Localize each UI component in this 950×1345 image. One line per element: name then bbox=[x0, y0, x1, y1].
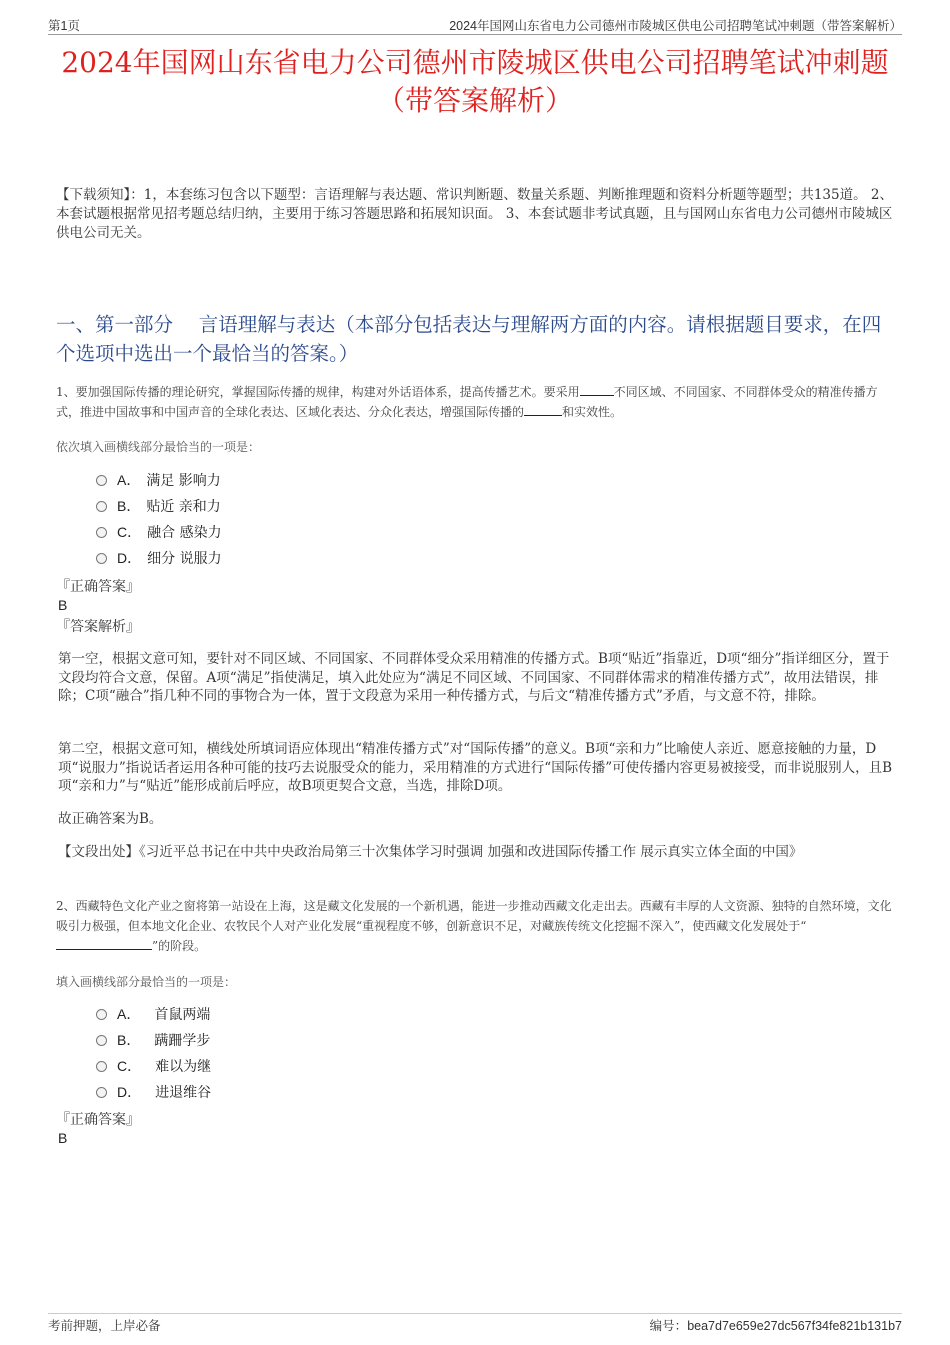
option-b[interactable]: B． 蹒跚学步 bbox=[96, 1027, 211, 1053]
question-1-text-b: 不同区域、不同国家、不同群体受众的精准传播方式，推进中国故事和中国声音的全球化表达、区域化表达、分众化表达，增强国际传播的 bbox=[56, 385, 878, 419]
radio-icon[interactable] bbox=[96, 1035, 107, 1046]
radio-icon[interactable] bbox=[96, 553, 107, 564]
question-1-stem bbox=[56, 382, 898, 422]
question-1-options bbox=[96, 467, 222, 571]
option-b[interactable]: B． 贴近 亲和力 bbox=[96, 493, 222, 519]
radio-icon[interactable] bbox=[96, 501, 107, 512]
option-a[interactable]: A． 满足 影响力 bbox=[96, 467, 222, 493]
question-2-answer-label: 『正确答案』 bbox=[56, 1112, 140, 1128]
question-1-text-a: 1、要加强国际传播的理论研究，掌握国际传播的规律，构建对外话语体系，提高传播艺术。要采用 bbox=[56, 385, 580, 399]
page-footer bbox=[48, 1313, 902, 1336]
analysis-conclusion: 故正确答案为B。 bbox=[58, 811, 163, 827]
radio-icon[interactable] bbox=[96, 1087, 107, 1098]
passage-source: 【文段出处】《习近平总书记在中共中央政治局第三十次集体学习时强调 加强和改进国际传播工作 展示真实立体全面的中国》 bbox=[58, 844, 803, 860]
radio-icon[interactable] bbox=[96, 527, 107, 538]
option-d[interactable]: D． 进退维谷 bbox=[96, 1079, 211, 1105]
page-number: 第1页 bbox=[48, 19, 80, 33]
analysis-paragraph-2: 第二空，根据文意可知，横线处所填词语应体现出“精准传播方式”对“国际传播”的意义。B项“亲和力”比喻使人亲近、愿意接触的力量，D项“说服力”指说话者运用各种可能的技巧去说服受众的能力，采用精准的方式进行“国际传播”可使传播内容更易被接受，而非说服别人，且B项“亲和力”与“贴近”能形成前后呼应，故B项更契合文意，当选，排除D项。 bbox=[58, 741, 893, 794]
question-1-answer: B bbox=[58, 597, 68, 613]
page-header bbox=[48, 14, 902, 35]
analysis-paragraph-1: 第一空，根据文意可知，要针对不同区域、不同国家、不同群体受众采用精准的传播方式。B项“贴近”指靠近，D项“细分”指详细区分，置于文段均符合文意，保留。A项“满足”指使满足，填入此处应为“满足不同区域、不同国家、不同群体需求的精准传播方式”，故用法错误，排除；C项“融合”指几种不同的事物合为一体，置于文段意为采用一种传播方式，与后文“精准传播方式”矛盾，与文意不符，排除。 bbox=[58, 651, 890, 704]
radio-icon[interactable] bbox=[96, 475, 107, 486]
option-d[interactable]: D． 细分 说服力 bbox=[96, 545, 222, 571]
question-2-prompt: 填入画横线部分最恰当的一项是： bbox=[56, 975, 237, 989]
question-1-text-c: 和实效性。 bbox=[562, 405, 623, 419]
radio-icon[interactable] bbox=[96, 1061, 107, 1072]
radio-icon[interactable] bbox=[96, 1009, 107, 1020]
footer-code: 编号：bea7d7e659e27dc567f34fe821b131b7 bbox=[649, 1318, 902, 1333]
option-c[interactable]: C． 难以为继 bbox=[96, 1053, 211, 1079]
question-1-analysis-label: 『答案解析』 bbox=[56, 619, 140, 635]
header-doc-title: 2024年国网山东省电力公司德州市陵城区供电公司招聘笔试冲刺题（带答案解析） bbox=[449, 19, 902, 33]
question-1-answer-label: 『正确答案』 bbox=[56, 579, 140, 595]
section-title: 一、第一部分 言语理解与表达（本部分包括表达与理解两方面的内容。请根据题目要求，在四个选项中选出一个最恰当的答案。） bbox=[56, 313, 882, 365]
download-notice: 【下载须知】：1，本套练习包含以下题型：言语理解与表达题、常识判断题、数量关系题、判断推理题和资料分析题等题型；共135道。 2、本套试题根据常见招考题总结归纳，主要用于练习答题思路和拓展知识面。 3、本套试题非考试真题，且与国网山东省电力公司德州市陵城区供电公司无关。 bbox=[56, 187, 893, 241]
question-2-stem bbox=[56, 896, 898, 956]
document-title: 2024年国网山东省电力公司德州市陵城区供电公司招聘笔试冲刺题（带答案解析） bbox=[61, 46, 889, 117]
option-c[interactable]: C． 融合 感染力 bbox=[96, 519, 222, 545]
question-1-prompt: 依次填入画横线部分最恰当的一项是： bbox=[56, 440, 261, 454]
question-2-text-a: 2、西藏特色文化产业之窗将第一站设在上海，这是藏文化发展的一个新机遇，能进一步推动西藏文化走出去。西藏有丰厚的人文资源、独特的自然环境，文化吸引力极强，但本地文化企业、农牧民个人对产业化发展“重视程度不够，创新意识不足，对藏族传统文化挖掘不深入”，使西藏文化发展处于“ bbox=[56, 899, 892, 933]
option-a[interactable]: A． 首鼠两端 bbox=[96, 1001, 211, 1027]
footer-slogan: 考前押题，上岸必备 bbox=[48, 1318, 161, 1333]
question-2-blank bbox=[56, 937, 152, 950]
question-1-blank-1 bbox=[580, 383, 614, 396]
question-2-text-c: ”的阶段。 bbox=[152, 939, 207, 953]
question-2-answer: B bbox=[58, 1130, 68, 1146]
question-2-options bbox=[96, 1001, 211, 1105]
question-1-blank-2 bbox=[524, 403, 562, 416]
